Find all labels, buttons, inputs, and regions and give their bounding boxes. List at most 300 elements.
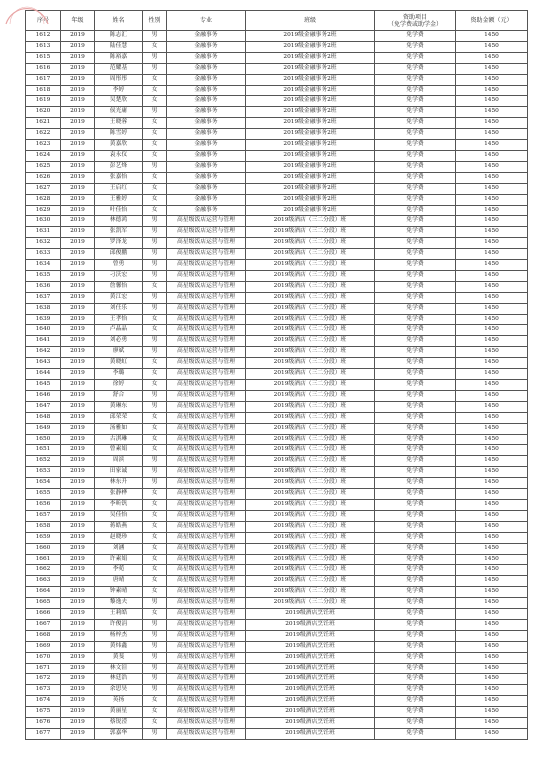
class-name-cell: 2019级酒店烹饪班	[246, 663, 375, 674]
subsidy-amount-cell: 1450	[456, 412, 528, 423]
gender-cell: 女	[143, 434, 167, 445]
class-name-cell: 2019级酒店（三二分段）班	[246, 292, 375, 303]
gender-cell: 女	[143, 565, 167, 576]
subsidy-item-cell: 免学费	[375, 456, 456, 467]
subsidy-amount-cell: 1450	[456, 140, 528, 151]
grade-cell: 2019	[61, 696, 95, 707]
gender-cell: 男	[143, 652, 167, 663]
subsidy-item-cell: 免学费	[375, 347, 456, 358]
subsidy-item-cell: 免学费	[375, 227, 456, 238]
table-row	[26, 107, 528, 118]
major-cell: 高星级饭店运营与管理	[167, 423, 246, 434]
table-row	[26, 576, 528, 587]
subsidy-amount-cell: 1450	[456, 707, 528, 718]
table-row	[26, 41, 528, 52]
gender-cell: 男	[143, 619, 167, 630]
class-name-cell: 2019级金融事务2班	[246, 41, 375, 52]
student-name-cell: 蔡锐滢	[95, 718, 143, 729]
class-name-cell: 2019级金融事务2班	[246, 150, 375, 161]
major-cell: 金融事务	[167, 194, 246, 205]
subsidy-item-cell: 免学费	[375, 532, 456, 543]
grade-cell: 2019	[61, 380, 95, 391]
gender-cell: 女	[143, 369, 167, 380]
gender-cell: 女	[143, 423, 167, 434]
table-row	[26, 489, 528, 500]
subsidy-amount-cell: 1450	[456, 118, 528, 129]
table-row	[26, 554, 528, 565]
gender-cell: 男	[143, 630, 167, 641]
student-name-cell: 周滨	[95, 456, 143, 467]
gender-cell: 男	[143, 249, 167, 260]
grade-cell: 2019	[61, 325, 95, 336]
row-number-cell: 1624	[26, 150, 61, 161]
subsidy-item-cell: 免学费	[375, 52, 456, 63]
table-row	[26, 161, 528, 172]
subsidy-item-cell: 免学费	[375, 707, 456, 718]
subsidy-amount-cell: 1450	[456, 227, 528, 238]
subsidy-item-cell: 免学费	[375, 587, 456, 598]
table-row	[26, 140, 528, 151]
gender-cell: 女	[143, 74, 167, 85]
subsidy-item-cell: 免学费	[375, 249, 456, 260]
gender-cell: 男	[143, 238, 167, 249]
major-cell: 高星级饭店运营与管理	[167, 718, 246, 729]
row-number-cell: 1625	[26, 161, 61, 172]
row-number-cell: 1657	[26, 510, 61, 521]
subsidy-amount-cell: 1450	[456, 543, 528, 554]
major-cell: 高星级饭店运营与管理	[167, 478, 246, 489]
subsidy-amount-cell: 1450	[456, 107, 528, 118]
grade-cell: 2019	[61, 238, 95, 249]
grade-cell: 2019	[61, 521, 95, 532]
student-name-cell: 陈雪婷	[95, 129, 143, 140]
class-name-cell: 2019级金融事务2班	[246, 194, 375, 205]
class-name-cell: 2019级酒店（三二分段）班	[246, 478, 375, 489]
major-cell: 高星级饭店运营与管理	[167, 270, 246, 281]
class-name-cell: 2019级酒店（三二分段）班	[246, 489, 375, 500]
grade-cell: 2019	[61, 401, 95, 412]
subsidy-amount-cell: 1450	[456, 249, 528, 260]
row-number-cell: 1654	[26, 478, 61, 489]
major-cell: 高星级饭店运营与管理	[167, 380, 246, 391]
table-row	[26, 609, 528, 620]
gender-cell: 女	[143, 150, 167, 161]
grade-cell: 2019	[61, 150, 95, 161]
student-name-cell: 周彤彤	[95, 74, 143, 85]
row-number-cell: 1667	[26, 619, 61, 630]
gender-cell: 男	[143, 598, 167, 609]
subsidy-item-cell: 免学费	[375, 369, 456, 380]
subsidy-item-cell: 免学费	[375, 554, 456, 565]
class-name-cell: 2019级金融事务2班	[246, 118, 375, 129]
major-cell: 高星级饭店运营与管理	[167, 609, 246, 620]
subsidy-item-cell: 免学费	[375, 630, 456, 641]
grade-cell: 2019	[61, 292, 95, 303]
class-name-cell: 2019级酒店（三二分段）班	[246, 434, 375, 445]
student-name-cell: 黄斐	[95, 652, 143, 663]
student-name-cell: 刘涵	[95, 543, 143, 554]
subsidy-amount-cell: 1450	[456, 499, 528, 510]
class-name-cell: 2019级酒店（三二分段）班	[246, 412, 375, 423]
class-name-cell: 2019级金融事务2班	[246, 205, 375, 216]
gender-cell: 女	[143, 445, 167, 456]
subsidy-table	[25, 10, 528, 740]
table-row	[26, 325, 528, 336]
table-row	[26, 347, 528, 358]
major-cell: 高星级饭店运营与管理	[167, 314, 246, 325]
grade-cell: 2019	[61, 314, 95, 325]
subsidy-item-cell: 免学费	[375, 729, 456, 740]
row-number-cell: 1633	[26, 249, 61, 260]
row-number-cell: 1620	[26, 107, 61, 118]
class-name-cell: 2019级酒店（三二分段）班	[246, 401, 375, 412]
student-name-cell: 许素娟	[95, 554, 143, 565]
class-name-cell: 2019级酒店（三二分段）班	[246, 314, 375, 325]
row-number-cell: 1637	[26, 292, 61, 303]
table-row	[26, 380, 528, 391]
gender-cell: 男	[143, 52, 167, 63]
student-name-cell: 余思昊	[95, 685, 143, 696]
student-name-cell: 李昕钒	[95, 499, 143, 510]
header-cell: 专业	[167, 11, 246, 31]
subsidy-item-cell: 免学费	[375, 652, 456, 663]
gender-cell: 女	[143, 543, 167, 554]
row-number-cell: 1636	[26, 281, 61, 292]
row-number-cell: 1665	[26, 598, 61, 609]
row-number-cell: 1615	[26, 52, 61, 63]
subsidy-item-cell: 免学费	[375, 270, 456, 281]
row-number-cell: 1645	[26, 380, 61, 391]
row-number-cell: 1649	[26, 423, 61, 434]
table-row	[26, 532, 528, 543]
subsidy-item-cell: 免学费	[375, 718, 456, 729]
subsidy-amount-cell: 1450	[456, 729, 528, 740]
table-row	[26, 270, 528, 281]
class-name-cell: 2019级酒店烹饪班	[246, 729, 375, 740]
row-number-cell: 1612	[26, 31, 61, 42]
gender-cell: 女	[143, 129, 167, 140]
major-cell: 高星级饭店运营与管理	[167, 598, 246, 609]
subsidy-amount-cell: 1450	[456, 696, 528, 707]
class-name-cell: 2019级金融事务2班	[246, 172, 375, 183]
subsidy-amount-cell: 1450	[456, 489, 528, 500]
major-cell: 金融事务	[167, 161, 246, 172]
row-number-cell: 1635	[26, 270, 61, 281]
student-name-cell: 彭艺烽	[95, 161, 143, 172]
row-number-cell: 1630	[26, 216, 61, 227]
student-name-cell: 廖斌	[95, 347, 143, 358]
student-name-cell: 邱荣荣	[95, 412, 143, 423]
row-number-cell: 1640	[26, 325, 61, 336]
gender-cell: 女	[143, 554, 167, 565]
major-cell: 高星级饭店运营与管理	[167, 434, 246, 445]
major-cell: 高星级饭店运营与管理	[167, 663, 246, 674]
subsidy-amount-cell: 1450	[456, 674, 528, 685]
gender-cell: 男	[143, 347, 167, 358]
table-row	[26, 696, 528, 707]
row-number-cell: 1634	[26, 260, 61, 271]
major-cell: 高星级饭店运营与管理	[167, 216, 246, 227]
subsidy-amount-cell: 1450	[456, 423, 528, 434]
class-name-cell: 2019级金融事务2班	[246, 161, 375, 172]
gender-cell: 女	[143, 489, 167, 500]
student-name-cell: 许俊涓	[95, 619, 143, 630]
table-row	[26, 303, 528, 314]
subsidy-item-cell: 免学费	[375, 412, 456, 423]
gender-cell: 男	[143, 478, 167, 489]
subsidy-item-cell: 免学费	[375, 609, 456, 620]
grade-cell: 2019	[61, 663, 95, 674]
gender-cell: 男	[143, 674, 167, 685]
table-row	[26, 685, 528, 696]
student-name-cell: 林文渲	[95, 663, 143, 674]
grade-cell: 2019	[61, 445, 95, 456]
subsidy-amount-cell: 1450	[456, 292, 528, 303]
student-name-cell: 范耀基	[95, 63, 143, 74]
student-name-cell: 袁永仪	[95, 150, 143, 161]
student-name-cell: 张静桦	[95, 489, 143, 500]
subsidy-amount-cell: 1450	[456, 85, 528, 96]
student-name-cell: 徐婷	[95, 380, 143, 391]
grade-cell: 2019	[61, 587, 95, 598]
grade-cell: 2019	[61, 270, 95, 281]
major-cell: 高星级饭店运营与管理	[167, 707, 246, 718]
row-number-cell: 1638	[26, 303, 61, 314]
grade-cell: 2019	[61, 161, 95, 172]
table-row	[26, 216, 528, 227]
grade-cell: 2019	[61, 499, 95, 510]
major-cell: 高星级饭店运营与管理	[167, 249, 246, 260]
class-name-cell: 2019级酒店（三二分段）班	[246, 325, 375, 336]
subsidy-item-cell: 免学费	[375, 216, 456, 227]
subsidy-amount-cell: 1450	[456, 358, 528, 369]
grade-cell: 2019	[61, 434, 95, 445]
gender-cell: 女	[143, 41, 167, 52]
major-cell: 金融事务	[167, 129, 246, 140]
subsidy-item-cell: 免学费	[375, 663, 456, 674]
subsidy-item-cell: 免学费	[375, 31, 456, 42]
class-name-cell: 2019级酒店（三二分段）班	[246, 270, 375, 281]
grade-cell: 2019	[61, 41, 95, 52]
table-row	[26, 619, 528, 630]
student-name-cell: 吴佳怡	[95, 510, 143, 521]
subsidy-amount-cell: 1450	[456, 270, 528, 281]
subsidy-amount-cell: 1450	[456, 31, 528, 42]
subsidy-amount-cell: 1450	[456, 260, 528, 271]
major-cell: 高星级饭店运营与管理	[167, 358, 246, 369]
subsidy-amount-cell: 1450	[456, 652, 528, 663]
subsidy-item-cell: 免学费	[375, 467, 456, 478]
gender-cell: 男	[143, 31, 167, 42]
gender-cell: 女	[143, 85, 167, 96]
table-row	[26, 652, 528, 663]
row-number-cell: 1622	[26, 129, 61, 140]
table-row	[26, 314, 528, 325]
subsidy-item-cell: 免学费	[375, 434, 456, 445]
student-name-cell: 林东升	[95, 478, 143, 489]
class-name-cell: 2019级酒店（三二分段）班	[246, 227, 375, 238]
subsidy-amount-cell: 1450	[456, 565, 528, 576]
gender-cell: 女	[143, 707, 167, 718]
student-name-cell: 舒合	[95, 390, 143, 401]
student-name-cell: 蒋皓燕	[95, 521, 143, 532]
major-cell: 高星级饭店运营与管理	[167, 554, 246, 565]
subsidy-amount-cell: 1450	[456, 598, 528, 609]
gender-cell: 女	[143, 183, 167, 194]
subsidy-item-cell: 免学费	[375, 314, 456, 325]
row-number-cell: 1671	[26, 663, 61, 674]
row-number-cell: 1616	[26, 63, 61, 74]
subsidy-amount-cell: 1450	[456, 369, 528, 380]
table-row	[26, 227, 528, 238]
table-row	[26, 194, 528, 205]
class-name-cell: 2019级酒店（三二分段）班	[246, 456, 375, 467]
class-name-cell: 2019级金融事务2班	[246, 74, 375, 85]
gender-cell: 男	[143, 161, 167, 172]
subsidy-item-cell: 免学费	[375, 390, 456, 401]
table-row	[26, 565, 528, 576]
row-number-cell: 1660	[26, 543, 61, 554]
subsidy-amount-cell: 1450	[456, 390, 528, 401]
class-name-cell: 2019级酒店烹饪班	[246, 696, 375, 707]
table-row	[26, 260, 528, 271]
table-row	[26, 292, 528, 303]
student-name-cell: 吴楚欣	[95, 96, 143, 107]
gender-cell: 女	[143, 412, 167, 423]
class-name-cell: 2019级金融事务2班	[246, 183, 375, 194]
subsidy-item-cell: 免学费	[375, 260, 456, 271]
subsidy-item-cell: 免学费	[375, 489, 456, 500]
subsidy-amount-cell: 1450	[456, 456, 528, 467]
student-name-cell: 赵晓珍	[95, 532, 143, 543]
major-cell: 高星级饭店运营与管理	[167, 532, 246, 543]
student-name-cell: 唐晴	[95, 576, 143, 587]
table-row	[26, 336, 528, 347]
gender-cell: 女	[143, 281, 167, 292]
row-number-cell: 1659	[26, 532, 61, 543]
subsidy-item-cell: 免学费	[375, 205, 456, 216]
row-number-cell: 1619	[26, 96, 61, 107]
table-row	[26, 510, 528, 521]
table-row	[26, 641, 528, 652]
table-row	[26, 423, 528, 434]
grade-cell: 2019	[61, 347, 95, 358]
table-row	[26, 390, 528, 401]
student-name-cell: 刘必勇	[95, 336, 143, 347]
gender-cell: 女	[143, 609, 167, 620]
subsidy-amount-cell: 1450	[456, 576, 528, 587]
gender-cell: 男	[143, 685, 167, 696]
gender-cell: 女	[143, 718, 167, 729]
row-number-cell: 1639	[26, 314, 61, 325]
gender-cell: 女	[143, 587, 167, 598]
subsidy-item-cell: 免学费	[375, 172, 456, 183]
subsidy-item-cell: 免学费	[375, 303, 456, 314]
table-row	[26, 31, 528, 42]
subsidy-item-cell: 免学费	[375, 292, 456, 303]
row-number-cell: 1668	[26, 630, 61, 641]
grade-cell: 2019	[61, 543, 95, 554]
subsidy-amount-cell: 1450	[456, 52, 528, 63]
gender-cell: 男	[143, 216, 167, 227]
header-cell: 资助项目 （免学费或助学金）	[375, 11, 456, 31]
grade-cell: 2019	[61, 641, 95, 652]
major-cell: 高星级饭店运营与管理	[167, 467, 246, 478]
gender-cell: 男	[143, 467, 167, 478]
class-name-cell: 2019级酒店（三二分段）班	[246, 260, 375, 271]
major-cell: 高星级饭店运营与管理	[167, 652, 246, 663]
row-number-cell: 1672	[26, 674, 61, 685]
subsidy-item-cell: 免学费	[375, 478, 456, 489]
class-name-cell: 2019级金融事务2班	[246, 96, 375, 107]
class-name-cell: 2019级酒店（三二分段）班	[246, 510, 375, 521]
row-number-cell: 1631	[26, 227, 61, 238]
gender-cell: 女	[143, 205, 167, 216]
header-cell: 姓名	[95, 11, 143, 31]
grade-cell: 2019	[61, 707, 95, 718]
student-name-cell: 黎逸夫	[95, 598, 143, 609]
student-name-cell: 陈志汇	[95, 31, 143, 42]
header-cell: 班级	[246, 11, 375, 31]
grade-cell: 2019	[61, 369, 95, 380]
grade-cell: 2019	[61, 63, 95, 74]
major-cell: 金融事务	[167, 150, 246, 161]
student-name-cell: 黄江宏	[95, 292, 143, 303]
class-name-cell: 2019级金融事务2班	[246, 85, 375, 96]
major-cell: 高星级饭店运营与管理	[167, 685, 246, 696]
table-row	[26, 543, 528, 554]
grade-cell: 2019	[61, 478, 95, 489]
student-name-cell: 钟素晴	[95, 587, 143, 598]
row-number-cell: 1677	[26, 729, 61, 740]
row-number-cell: 1621	[26, 118, 61, 129]
subsidy-item-cell: 免学费	[375, 510, 456, 521]
table-row	[26, 587, 528, 598]
gender-cell: 女	[143, 325, 167, 336]
gender-cell: 男	[143, 663, 167, 674]
row-number-cell: 1613	[26, 41, 61, 52]
subsidy-item-cell: 免学费	[375, 619, 456, 630]
subsidy-amount-cell: 1450	[456, 685, 528, 696]
row-number-cell: 1648	[26, 412, 61, 423]
class-name-cell: 2019级酒店（三二分段）班	[246, 587, 375, 598]
class-name-cell: 2019级酒店（三二分段）班	[246, 358, 375, 369]
subsidy-amount-cell: 1450	[456, 63, 528, 74]
grade-cell: 2019	[61, 205, 95, 216]
major-cell: 高星级饭店运营与管理	[167, 238, 246, 249]
subsidy-item-cell: 免学费	[375, 129, 456, 140]
gender-cell: 男	[143, 336, 167, 347]
subsidy-amount-cell: 1450	[456, 129, 528, 140]
row-number-cell: 1641	[26, 336, 61, 347]
major-cell: 高星级饭店运营与管理	[167, 303, 246, 314]
student-name-cell: 詹馨怡	[95, 281, 143, 292]
subsidy-amount-cell: 1450	[456, 205, 528, 216]
grade-cell: 2019	[61, 85, 95, 96]
class-name-cell: 2019级金融事务2班	[246, 63, 375, 74]
gender-cell: 男	[143, 303, 167, 314]
table-row	[26, 172, 528, 183]
subsidy-item-cell: 免学费	[375, 96, 456, 107]
grade-cell: 2019	[61, 260, 95, 271]
grade-cell: 2019	[61, 358, 95, 369]
grade-cell: 2019	[61, 390, 95, 401]
subsidy-item-cell: 免学费	[375, 576, 456, 587]
subsidy-item-cell: 免学费	[375, 565, 456, 576]
major-cell: 高星级饭店运营与管理	[167, 696, 246, 707]
subsidy-amount-cell: 1450	[456, 434, 528, 445]
table-row	[26, 445, 528, 456]
